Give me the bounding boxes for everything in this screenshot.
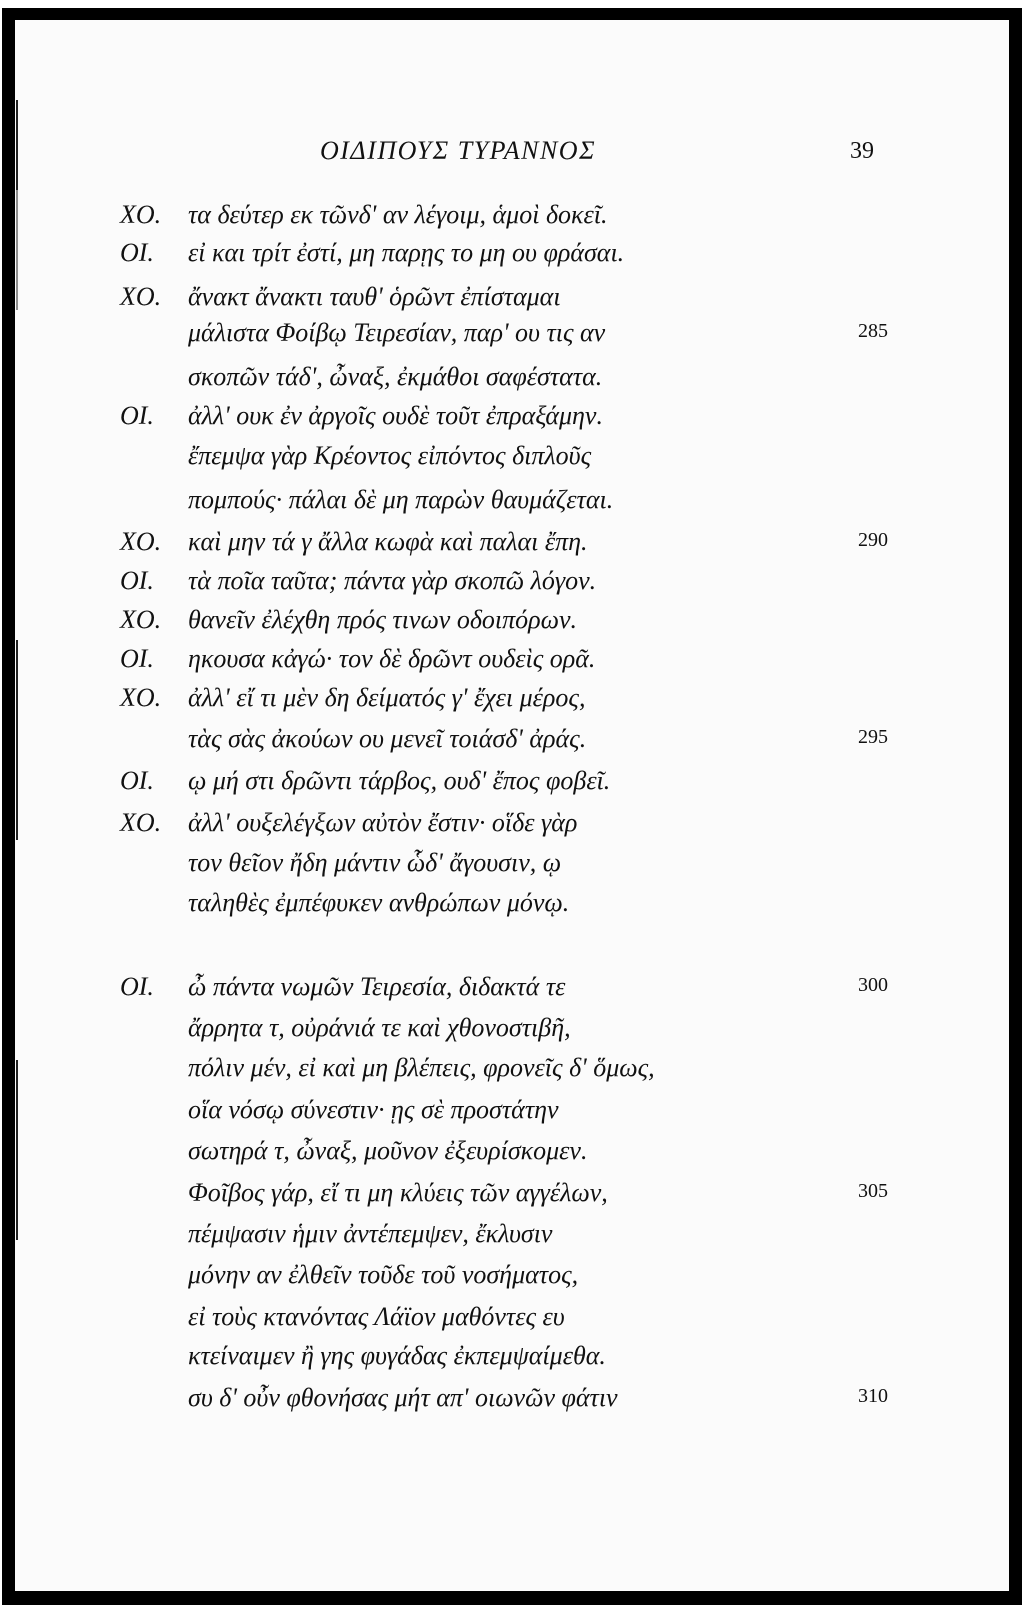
- verse-line: [15, 1383, 1009, 1423]
- verse-line: [15, 605, 1009, 645]
- verse-line: [15, 1013, 1009, 1053]
- verse-text: πέμψασιν ἡμιν ἀντέπεμψεν, ἔκλυσιν: [188, 1219, 553, 1248]
- verse-line: [15, 808, 1009, 848]
- verse-line: [15, 1178, 1009, 1218]
- verse-line: [15, 441, 1009, 481]
- speaker-label: ΧΟ.: [120, 808, 162, 837]
- verse-line: [15, 1260, 1009, 1300]
- verse-line: [15, 1302, 1009, 1342]
- verse-text: τον θεῖον ἤδη μάντιν ὧδ' ἄγουσιν, ῳ: [188, 848, 562, 877]
- line-number: 285: [858, 320, 888, 342]
- speaker-label: ΧΟ.: [120, 605, 162, 634]
- verse-line: [15, 527, 1009, 567]
- speaker-label: ΧΟ.: [120, 200, 162, 229]
- verse-line: [15, 766, 1009, 806]
- book-page: [15, 20, 1009, 1591]
- verse-line: [15, 1341, 1009, 1381]
- speaker-label: ΟΙ.: [120, 972, 154, 1001]
- speaker-label: ΟΙ.: [120, 238, 154, 267]
- verse-line: [15, 1095, 1009, 1135]
- speaker-label: ΧΟ.: [120, 282, 162, 311]
- verse-line: [15, 485, 1009, 525]
- verse-text: θανεῖν ἐλέχθη πρός τινων οδοιπόρων.: [188, 605, 578, 634]
- speaker-label: ΟΙ.: [120, 766, 154, 795]
- verse-line: [15, 238, 1009, 278]
- speaker-label: ΟΙ.: [120, 401, 154, 430]
- page-border: [2, 8, 1022, 1605]
- verse-line: [15, 200, 1009, 240]
- verse-line: [15, 972, 1009, 1012]
- verse-text: ἄνακτ ἄνακτι ταυθ' ὁρῶντ ἐπίσταμαι: [188, 282, 561, 311]
- verse-text: εἰ τοὺς κτανόντας Λάϊον μαθόντες ευ: [188, 1302, 565, 1331]
- verse-text: ῳ μή στι δρῶντι τάρβος, ουδ' ἔπος φοβεῖ.: [188, 766, 611, 795]
- margin-line: [16, 100, 18, 190]
- verse-text: Φοῖβος γάρ, εἴ τι μη κλύεις τῶν αγγέλων,: [188, 1178, 608, 1207]
- verse-line: [15, 282, 1009, 322]
- verse-text: ταληθὲς ἐμπέφυκεν ανθρώπων μόνῳ.: [188, 888, 570, 917]
- line-number: 295: [858, 726, 888, 748]
- verse-text: ἔπεμψα γὰρ Κρέοντος εἰπόντος διπλοῦς: [188, 441, 592, 470]
- speaker-label: ΟΙ.: [120, 566, 154, 595]
- verse-text: σκοπῶν τάδ', ὦναξ, ἐκμάθοι σαφέστατα.: [188, 362, 603, 391]
- verse-text: ηκουσα κἀγώ· τον δὲ δρῶντ ουδεὶς ορᾶ.: [188, 644, 596, 673]
- speaker-label: ΟΙ.: [120, 644, 154, 673]
- verse-line: [15, 401, 1009, 441]
- line-number: 300: [858, 974, 888, 996]
- verse-text: μάλιστα Φοίβῳ Τειρεσίαν, παρ' ου τις αν: [188, 318, 606, 347]
- verse-text: καὶ μην τά γ ἄλλα κωφὰ καὶ παλαι ἔπη.: [188, 527, 588, 556]
- page-number: 39: [850, 138, 874, 164]
- verse-line: [15, 1053, 1009, 1093]
- verse-text: πομπούς· πάλαι δὲ μη παρὼν θαυμάζεται.: [188, 485, 614, 514]
- verse-text: οἵα νόσῳ σύνεστιν· ῃς σὲ προστάτην: [188, 1095, 559, 1124]
- verse-text: ὦ πάντα νωμῶν Τειρεσία, διδακτά τε: [188, 972, 566, 1001]
- verse-text: ἀλλ' ουξελέγξων αὐτὸν ἔστιν· οἵδε γὰρ: [188, 808, 578, 837]
- verse-text: συ δ' οὖν φθονήσας μήτ απ' οιωνῶν φάτιν: [188, 1383, 618, 1412]
- speaker-label: ΧΟ.: [120, 527, 162, 556]
- verse-text: σωτηρά τ, ὦναξ, μοῦνον ἐξευρίσκομεν.: [188, 1136, 588, 1165]
- verse-text: ἀλλ' ουκ ἐν ἀργοῖς ουδὲ τοῦτ ἐπραξάμην.: [188, 401, 603, 430]
- verse-text: τὰ ποῖα ταῦτα; πάντα γὰρ σκοπῶ λόγον.: [188, 566, 597, 595]
- verse-text: τα δεύτερ εκ τῶνδ' αν λέγοιμ, ἁμοὶ δοκεῖ.: [188, 200, 608, 229]
- line-number: 305: [858, 1180, 888, 1202]
- verse-line: [15, 724, 1009, 764]
- verse-line: [15, 1136, 1009, 1176]
- verse-text: ἄρρητα τ, οὐράνιά τε καὶ χθονοστιβῆ,: [188, 1013, 571, 1042]
- line-number: 290: [858, 529, 888, 551]
- verse-text: εἰ και τρίτ ἐστί, μη παρῃς το μη ου φράσαι.: [188, 238, 625, 267]
- verse-line: [15, 318, 1009, 358]
- verse-line: [15, 362, 1009, 402]
- verse-text: πόλιν μέν, εἰ καὶ μη βλέπεις, φρονεῖς δ' ὅμως,: [188, 1053, 655, 1082]
- line-number: 310: [858, 1385, 888, 1407]
- verse-line: [15, 644, 1009, 684]
- verse-line: [15, 566, 1009, 606]
- verse-text: κτείναιμεν ἢ γης φυγάδας ἐκπεμψαίμεθα.: [188, 1341, 606, 1370]
- verse-text: ἀλλ' εἴ τι μὲν δη δείματός γ' ἔχει μέρος,: [188, 683, 586, 712]
- verse-text: μόνην αν ἐλθεῖν τοῦδε τοῦ νοσήματος,: [188, 1260, 579, 1289]
- verse-line: [15, 1219, 1009, 1259]
- running-title: ΟΙΔΙΠΟΥΣ ΤΥΡΑΝΝΟΣ: [320, 136, 597, 165]
- verse-line: [15, 888, 1009, 928]
- verse-line: [15, 848, 1009, 888]
- verse-text: τὰς σὰς ἀκούων ου μενεῖ τοιάσδ' ἀράς.: [188, 724, 587, 753]
- speaker-label: ΧΟ.: [120, 683, 162, 712]
- verse-line: [15, 683, 1009, 723]
